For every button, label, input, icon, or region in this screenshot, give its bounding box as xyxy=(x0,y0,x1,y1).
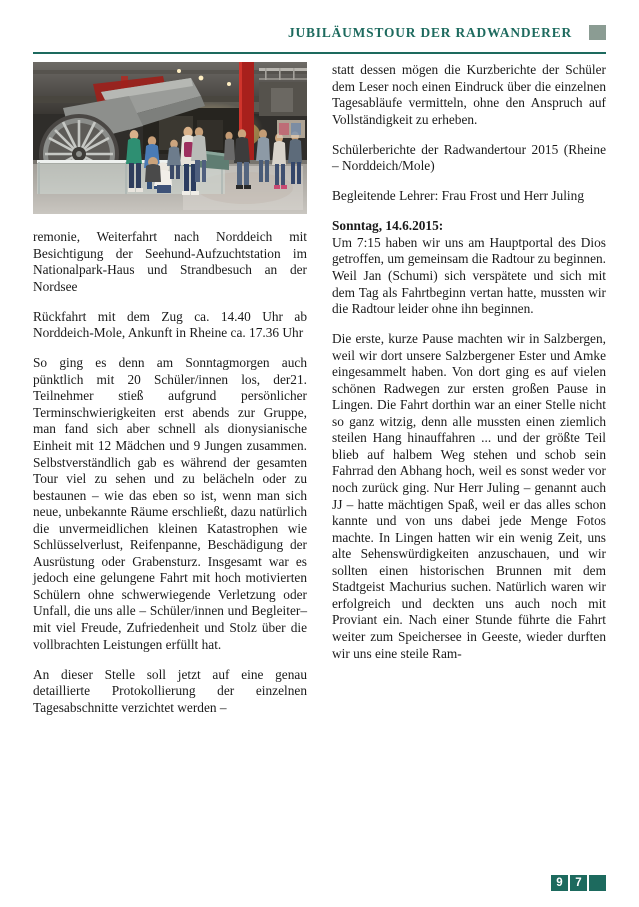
folio-digit-1: 9 xyxy=(551,875,568,891)
left-paragraph-1: remonie, Weiterfahrt nach Norddeich mit Besichtigung der Seehund-Aufzuchtstation im Nationalpark-Haus und Strandbesuch an der Nordsee xyxy=(33,229,307,294)
photo-illustration xyxy=(33,62,307,214)
left-paragraph-4: An dieser Stelle soll jetzt auf eine genau detaillierte Protokollierung der einzelnen Tagesabschnitte verzichtet werden – xyxy=(33,666,307,715)
left-column xyxy=(33,62,307,716)
header-decorative-square xyxy=(589,25,606,40)
day-entry-body: Um 7:15 haben wir uns am Hauptportal des Dios getroffen, um gemeinsam die Radtour zu beginnen. Weil Jan (Schumi) sich verspätete und sich mit dem Tag als Fahrtbeginn vertan hatte, mussten wir die Radtour leider ohne ihn beginnen. xyxy=(332,234,606,317)
accompanying-teachers: Begleitende Lehrer: Frau Frost und Herr Juling xyxy=(332,188,584,204)
folio-digit-2: 7 xyxy=(570,875,587,891)
day-entry-sonntag xyxy=(332,218,606,317)
left-paragraph-2: Rückfahrt mit dem Zug ca. 14.40 Uhr ab Norddeich-Mole, Ankunft in Rheine ca. 17.36 Uhr xyxy=(33,308,307,341)
right-paragraph-1: statt dessen mögen die Kurzberichte der Schüler dem Leser noch einen Eindruck über die einzelnen Tagesabläufe vermitteln, ohne den Anspruch auf Vollständigkeit zu erheben. xyxy=(332,62,606,127)
page-folio xyxy=(551,875,606,891)
right-column xyxy=(332,62,606,662)
left-paragraph-3: So ging es denn am Sonntagmorgen auch pünktlich mit 20 Schüler/innen los, der21. Teilnehmer stieß aufgrund persönlicher Terminschwierigkeiten erst abends zur Gruppe, man fand sich aber schnell als dionysianische Einheit mit 12 Mädchen und 9 Jungen zusammen. Selbstverständlich gab es während der gesamten Tour viel zu sehen und zu belächeln oder zu bestaunen – wie das eben so ist, wenn man sich neue, unbekannte Räume erschließt, dazu natürlich die unvermeidlichen kleinen Katastrophen wie Schlüsselverlust, Reifenpanne, Beschädigung der Ausrüstung oder Grabensturz. Insgesamt war es jedoch eine gelungene Fahrt mit hoch motivierten Schülern ohne schwerwiegende Verletzung oder Unfall, die uns alle – Schüler/innen und Begleiter–mit viel Freude, Zufriedenheit und Stolz über die vollbrachten Leistungen erfüllt hat. xyxy=(33,355,307,652)
right-closing-paragraph: Die erste, kurze Pause machten wir in Salzbergen, weil wir dort unsere Salzbergener Ester und Amke eingesammelt haben. Von dort ging es auf vielen schönen Radwegen zur ersten großen Pause in Lingen. Die Fahrt dorthin war an einer Stelle nicht so ganz witzig, denn alle mussten einen ziemlich steilen Hang hinauffahren ... und der größte Teil blieb auf halbem Weg stehen und schob sein Fahrrad den Abhang hoch, weil es sonst weder vor noch zurück ging. Nur Herr Juling – genannt auch JJ – hatte mächtigen Spaß, weil er das alles schon kannte und von uns dabei jede Menge Fotos machte. In Lingen hatten wir ein wenig Zeit, uns alte Sehenswürdigkeiten anzuschauen, und wir sollten einen historischen Brunnen mit dem Stadtgeist Machurius suchen. Natürlich waren wir erfolgreich und deckten uns auch noch mit Proviant ein. Nach einer Stunde führte die Fahrt weiter zum Speichersee in Geeste, wieder durften wir uns eine steile Ram- xyxy=(332,331,606,661)
folio-blank-box xyxy=(589,875,606,891)
two-column-body xyxy=(33,62,606,882)
student-reports-heading: Schülerberichte der Radwandertour 2015 (Rheine – Norddeich/Mole) xyxy=(332,141,606,174)
day-entry-heading: Sonntag, 14.6.2015: xyxy=(332,218,444,234)
page-title: JUBILÄUMSTOUR DER RADWANDERER xyxy=(287,25,572,40)
header-divider-rule xyxy=(33,52,606,54)
article-photo xyxy=(33,62,307,214)
